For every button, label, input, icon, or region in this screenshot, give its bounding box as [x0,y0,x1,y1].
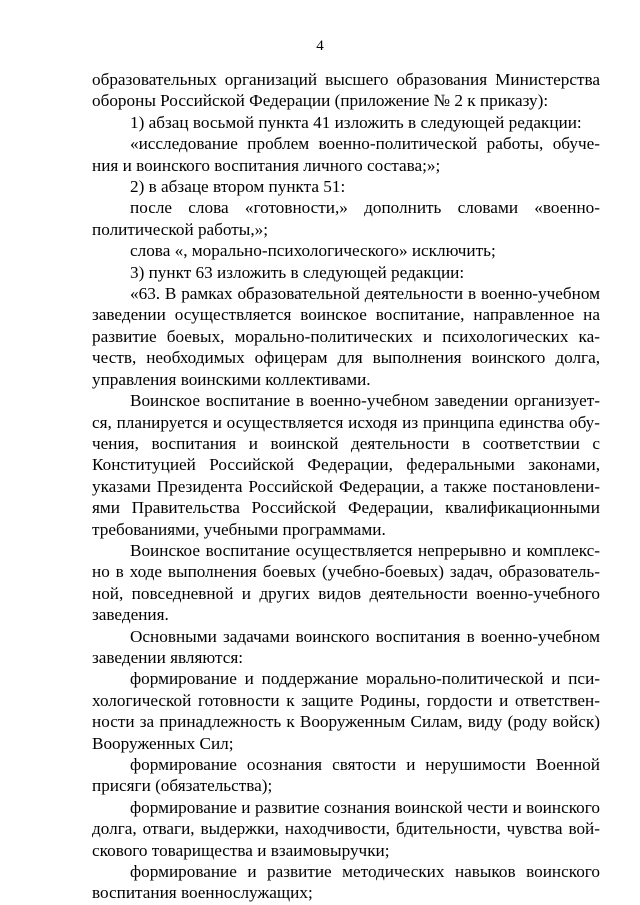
paragraph: после слова «готовности,» дополнить словами «военно-политической работы,»; [92,198,600,239]
paragraph: 3) пункт 63 изложить в следующей редакции: [130,262,465,282]
paragraph: 2) в абзаце втором пункта 51: [130,177,346,197]
paragraph: слова «, морально-психологического» исключить; [130,241,496,261]
paragraph: Основными задачами воинского воспитания в военно-учебном заведении являются: [92,626,600,667]
paragraph: формирование и развитие методических навыков воинского воспитания военнослужащих; [92,862,600,903]
paragraph: Воинское воспитание осуществляется непрерывно и комплексно в ходе выполнения боевых (учебно-боевых) задач, образовательной, повседневной и других видов деятельности военно-учебного заведения. [92,540,600,625]
paragraph: формирование и поддержание морально-политической и психологической готовности к защите Родины, гордости и ответственности за принадлежность к Вооруженным Силам, виду (роду войск) Вооруженных Сил; [92,669,600,753]
paragraph: «63. В рамках образовательной деятельности в военно-учебном заведении осуществляется воинское воспитание, направленное на развитие боевых, морально-политических и психологических качеств, необходимых офицерам для выполнения воинского долга, управления воинскими коллективами. [92,284,600,389]
paragraph: образовательных организаций высшего образования Министерства обороны Российской Федерации (приложение № 2 к приказу): [92,70,600,111]
paragraph: 1) абзац восьмой пункта 41 изложить в следующей редакции: [130,112,582,132]
document-body [92,69,600,904]
paragraph: Воинское воспитание в военно-учебном заведении организуется, планируется и осуществляется исходя из принципа единства обучения, воспитания и воинской деятельности в соответствии с Конституцией Российской Федерации, федеральными законами, указами Президента Российской Федерации, а также постановлениями Правительства Российской Федерации, квалификационными требованиями, учебными программами. [92,391,600,539]
page-number: 4 [316,38,324,54]
paragraph: формирование и развитие сознания воинской чести и воинского долга, отваги, выдержки, находчивости, бдительности, чувства войскового товарищества и взаимовыручки; [92,797,600,860]
paragraph: формирование осознания святости и нерушимости Военной присяги (обязательства); [92,755,600,796]
paragraph: «исследование проблем военно-политической работы, обучения и воинского воспитания личного состава;»; [92,134,600,175]
